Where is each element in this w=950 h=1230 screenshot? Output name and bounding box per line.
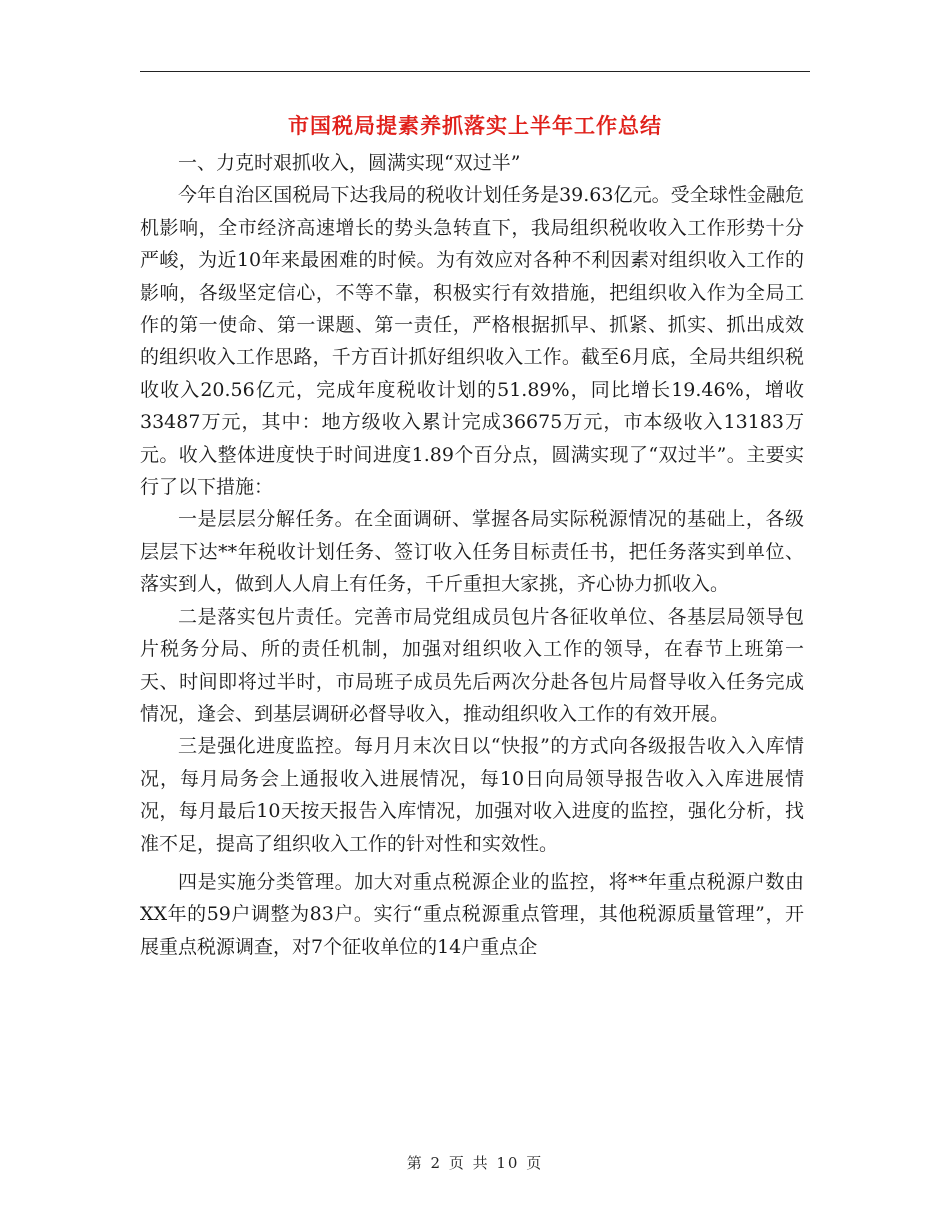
page-footer: 第 2 页 共 10 页 bbox=[406, 1154, 544, 1172]
paragraph-measure-1: 一是层层分解任务。在全面调研、掌握各局实际税源情况的基础上，各级层层下达**年税收计划任务、签订收入任务目标责任书，把任务落实到单位、落实到人，做到人人肩上有任务，千斤重担大家挑，齐心协力抓收入。 bbox=[140, 508, 804, 596]
paragraph-revenue-summary: 今年自治区国税局下达我局的税收计划任务是39.63亿元。受全球性金融危机影响，全市经济高速增长的势头急转直下，我局组织税收收入工作形势十分严峻，为近10年来最困难的时候。为有效应对各种不利因素对组织收入工作的影响，各级坚定信心，不等不靠，积极实行有效措施，把组织收入作为全局工作的第一使命、第一课题、第一责任，严格根据抓早、抓紧、抓实、抓出成效的组织收入工作思路，千方百计抓好组织收入工作。截至6月底，全局共组织税收收入20.56亿元，完成年度税收计划的51.89%，同比增长19.46%，增收33487万元，其中：地方级收入累计完成36675万元，市本级收入13183万元。收入整体进度快于时间进度1.89个百分点，圆满实现了“双过半”。主要实行了以下措施： bbox=[140, 184, 804, 499]
header-rule bbox=[140, 71, 810, 72]
paragraph-measure-4: 四是实施分类管理。加大对重点税源企业的监控，将**年重点税源户数由XX年的59户调整为83户。实行“重点税源重点管理，其他税源质量管理”，开展重点税源调查，对7个征收单位的14户重点企 bbox=[140, 870, 804, 958]
document-body bbox=[140, 147, 804, 963]
paragraph-measure-3: 三是强化进度监控。每月月末次日以“快报”的方式向各级报告收入入库情况，每月局务会上通报收入进展情况，每10日向局领导报告收入入库进展情况，每月最后10天按天报告入库情况，加强对收入进度的监控，强化分析，找准不足，提高了组织收入工作的针对性和实效性。 bbox=[140, 735, 804, 855]
paragraph-measure-2: 二是落实包片责任。完善市局党组成员包片各征收单位、各基层局领导包片税务分局、所的责任机制，加强对组织收入工作的领导，在春节上班第一天、时间即将过半时，市局班子成员先后两次分赴各包片局督导收入任务完成情况，逢会、到基层调研必督导收入，推动组织收入工作的有效开展。 bbox=[140, 605, 804, 725]
section-heading: 一、力克时艰抓收入，圆满实现“双过半” bbox=[178, 152, 521, 174]
document-title: 市国税局提素养抓落实上半年工作总结 bbox=[288, 114, 662, 138]
